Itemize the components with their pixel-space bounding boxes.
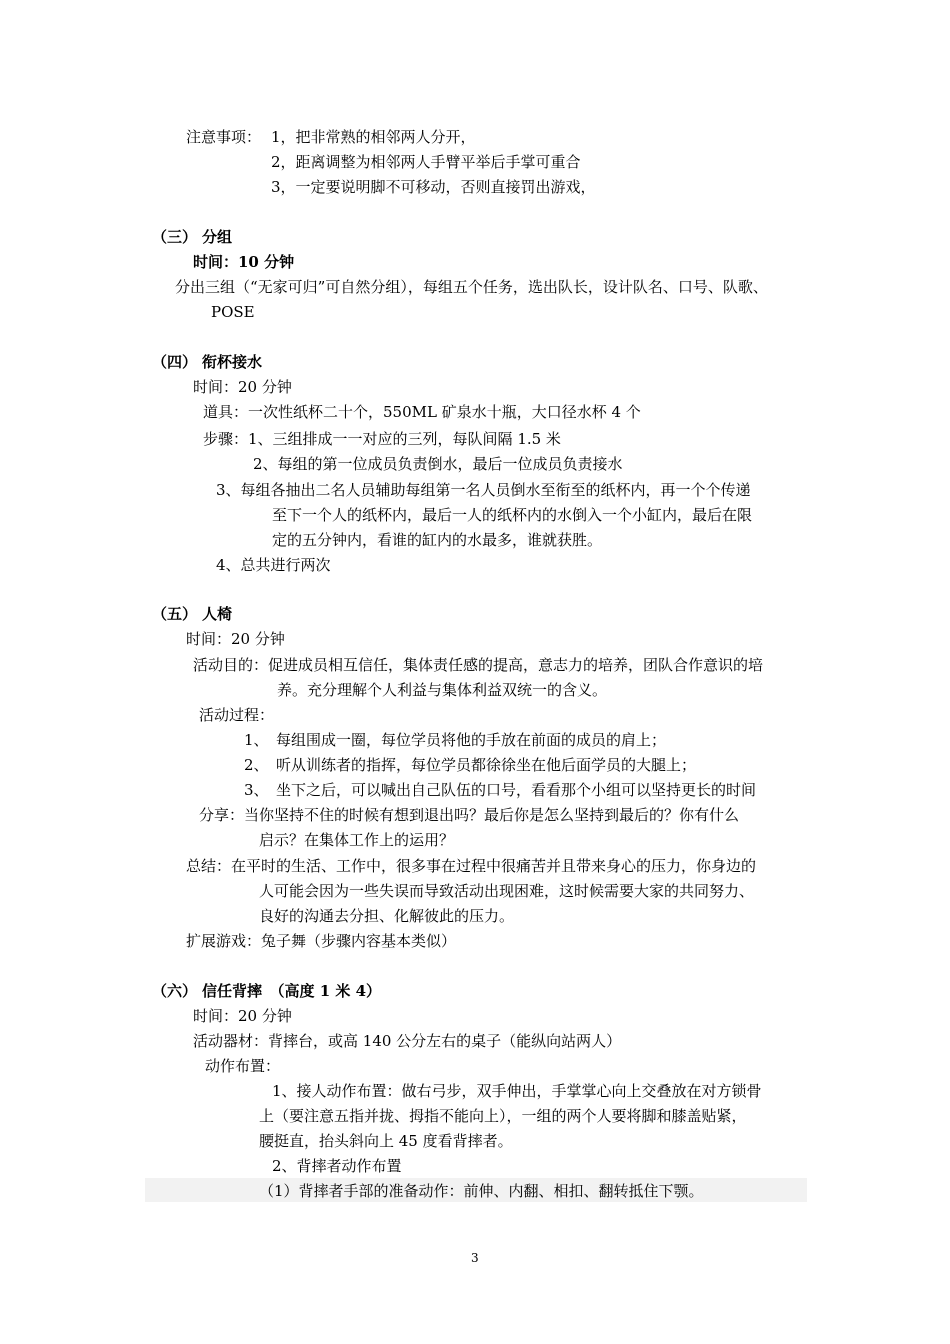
notes-item-2: 2，距离调整为相邻两人手臂平举后手掌可重合 [271, 153, 581, 171]
section-5-process-label: 活动过程： [199, 706, 275, 724]
section-5-process-3: 3、 坐下之后，可以喊出自己队伍的口号，看看那个小组可以坚持更长的时间 [244, 781, 757, 799]
section-6-action-2: 2、背摔者动作布置 [272, 1157, 402, 1175]
section-4-step-2: 2、每组的第一位成员负责倒水，最后一位成员负责接水 [253, 455, 623, 473]
section-3-number: （三） [152, 228, 198, 246]
section-5-share-line1: 分享：当你坚持不住的时候有想到退出吗？最后你是怎么坚持到最后的？你有什么 [199, 806, 740, 824]
notes-item-3: 3，一定要说明脚不可移动，否则直接罚出游戏， [271, 178, 596, 196]
section-5-time: 时间：20 分钟 [186, 630, 285, 648]
section-5-extend-game: 扩展游戏：兔子舞（步骤内容基本类似） [186, 932, 457, 950]
section-5-process-2: 2、 听从训练者的指挥，每位学员都徐徐坐在他后面学员的大腿上； [244, 756, 697, 774]
section-6-number: （六） [152, 982, 198, 1000]
section-4-step-4: 4、总共进行两次 [216, 556, 331, 574]
section-6-action-2-sub-1: （1）背摔者手部的准备动作：前伸、内翻、相扣、翻转抵住下颚。 [259, 1182, 704, 1200]
section-5-summary-line3: 良好的沟通去分担、化解彼此的压力。 [259, 907, 515, 925]
section-4-title: 衔杯接水 [202, 353, 263, 371]
section-5-summary-line1: 总结：在平时的生活、工作中，很多事在过程中很痛苦并且带来身心的压力，你身边的 [186, 857, 757, 875]
section-5-purpose-line2: 养。充分理解个人利益与集体利益双统一的含义。 [277, 681, 608, 699]
section-6-action-1-line2: 上（要注意五指并拢、拇指不能向上），一组的两个人要将脚和膝盖贴紧， [259, 1107, 747, 1125]
section-6-action-1-line3: 腰挺直，抬头斜向上 45 度看背摔者。 [259, 1132, 513, 1150]
section-4-step-3-line3: 定的五分钟内，看谁的缸内的水最多，谁就获胜。 [272, 531, 603, 549]
section-5-title: 人椅 [202, 605, 233, 623]
section-5-share-line2: 启示？在集体工作上的运用？ [259, 831, 455, 849]
section-4-props: 道具：一次性纸杯二十个，550ML 矿泉水十瓶，大口径水杯 4 个 [203, 403, 641, 421]
section-4-time: 时间：20 分钟 [193, 378, 292, 396]
section-4-step-3-line2: 至下一个人的纸杯内，最后一人的纸杯内的水倒入一个小缸内，最后在限 [272, 506, 753, 524]
section-6-action-1-line1: 1、接人动作布置：做右弓步，双手伸出，手掌掌心向上交叠放在对方锁骨 [272, 1082, 762, 1100]
section-3-title: 分组 [202, 228, 233, 246]
section-4-step-1: 步骤：1、三组排成一一对应的三列，每队间隔 1.5 米 [203, 430, 561, 448]
notes-item-1: 1，把非常熟的相邻两人分开， [271, 128, 476, 146]
page-number: 3 [471, 1251, 479, 1265]
section-5-process-1: 1、 每组围成一圈，每位学员将他的手放在前面的成员的肩上； [244, 731, 667, 749]
section-5-summary-line2: 人可能会因为一些失误而导致活动出现困难，这时候需要大家的共同努力、 [259, 882, 755, 900]
section-6-layout-label: 动作布置： [205, 1057, 281, 1075]
notes-label: 注意事项： [186, 128, 262, 146]
section-6-title: 信任背摔 （高度 1 米 4） [202, 982, 382, 1000]
section-6-equipment: 活动器材：背摔台，或高 140 公分左右的桌子（能纵向站两人） [193, 1032, 622, 1050]
section-3-time: 时间：10 分钟 [193, 253, 295, 271]
section-3-desc-line2: POSE [211, 303, 255, 321]
section-4-step-3-line1: 3、每组各抽出二名人员辅助每组第一名人员倒水至衔至的纸杯内，再一个个传递 [216, 481, 751, 499]
section-3-desc-line1: 分出三组（“无家可归”可自然分组），每组五个任务，选出队长，设计队名、口号、队歌、 [175, 278, 768, 296]
section-5-purpose-line1: 活动目的：促进成员相互信任，集体责任感的提高，意志力的培养，团队合作意识的培 [193, 656, 764, 674]
section-6-time: 时间：20 分钟 [193, 1007, 292, 1025]
section-4-number: （四） [152, 353, 198, 371]
section-5-number: （五） [152, 605, 198, 623]
